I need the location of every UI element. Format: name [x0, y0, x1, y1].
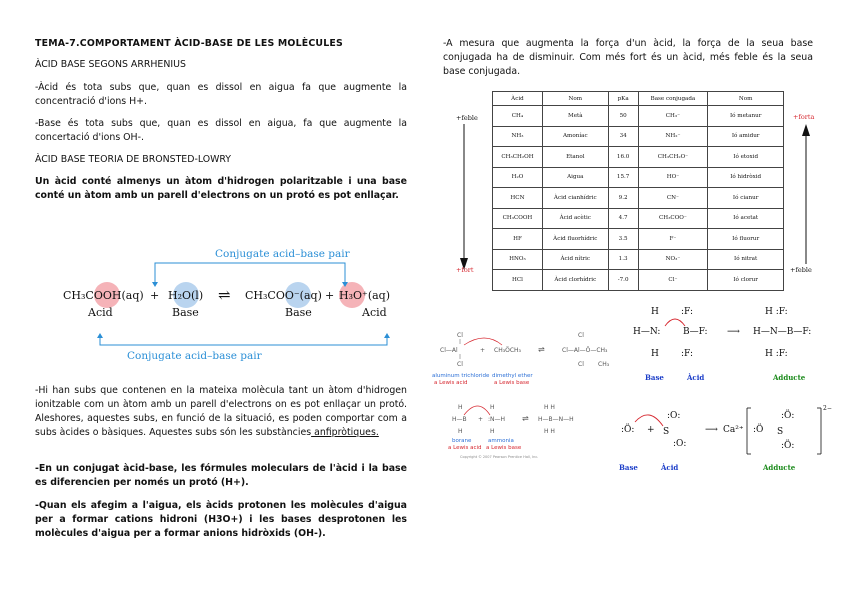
svg-text::O:: :O:: [673, 439, 687, 449]
ammonia-name: ammonia: [488, 438, 514, 444]
cell-base: CH₃CH₂O⁻: [638, 147, 708, 168]
so2-adduct-label: Adducte: [763, 463, 796, 472]
cell-pka: 34: [608, 126, 638, 147]
bf3-acid-label: Àcid: [687, 373, 705, 382]
amphiprotic-paragraph: [35, 384, 407, 440]
top-pair-label: Conjugate acid–base pair: [215, 248, 350, 260]
cell-name: Àcid clorhídric: [542, 270, 608, 291]
bottom-arrowhead-left: [97, 333, 103, 338]
table-row: [493, 249, 784, 270]
cell-name: Aigua: [542, 167, 608, 188]
cell-name: Metà: [542, 106, 608, 127]
svg-text:H: H: [490, 404, 495, 411]
conjugate-pair-diagram: [55, 240, 415, 365]
svg-text:⟶: ⟶: [727, 327, 740, 337]
cell-base-name: Ió fluorur: [708, 229, 784, 250]
svg-text:H: H: [651, 307, 659, 317]
cell-acid: HCN: [493, 188, 543, 209]
species-water: H₂O(l): [168, 289, 204, 302]
cell-base-name: Ió metanur: [708, 106, 784, 127]
svg-text:Cl: Cl: [457, 332, 463, 339]
right-bottom-label: +feble: [790, 266, 812, 274]
ether-name: dimethyl ether: [492, 373, 533, 379]
label-base-1: Base: [172, 306, 199, 319]
left-bottom-label: +fort: [456, 266, 474, 274]
svg-text:Cl: Cl: [578, 361, 584, 368]
svg-text:H—B: H—B: [452, 416, 467, 423]
table-row: [493, 208, 784, 229]
svg-text:H—B—N—H: H—B—N—H: [538, 416, 574, 423]
svg-text:2−: 2−: [823, 405, 832, 412]
cell-pka: 15.7: [608, 167, 638, 188]
svg-text:+: +: [647, 425, 655, 435]
table-row: [493, 126, 784, 147]
cell-name: Àcid nítric: [542, 249, 608, 270]
top-bracket: [155, 263, 345, 285]
table-row: [493, 147, 784, 168]
page-title: TEMA-7.COMPORTAMENT ÀCID-BASE DE LES MOLÈCULES: [35, 38, 343, 49]
svg-text::F:: :F:: [681, 349, 693, 359]
cell-acid: H₂O: [493, 167, 543, 188]
cell-base-name: Ió clorur: [708, 270, 784, 291]
svg-text::Ö: :Ö: [753, 425, 764, 435]
bottom-bracket: [100, 335, 387, 345]
strength-intro: -A mesura que augmenta la força d'un àcid, la força de la seua base conjugada ha de disminuir. Com més fort és un àcid, més feble és la seua base conjugada.: [443, 38, 813, 77]
borane-name: borane: [452, 438, 472, 444]
left-top-label: +feble: [456, 114, 478, 122]
cell-acid: HNO₃: [493, 249, 543, 270]
ammonia-role: a Lewis base: [486, 445, 522, 451]
ether-role: a Lewis base: [494, 380, 530, 386]
plus-sign-1: +: [150, 289, 160, 302]
lewis-examples-figure: [430, 325, 615, 465]
svg-text:H—N:: H—N:: [633, 327, 661, 337]
cell-acid: CH₃COOH: [493, 208, 543, 229]
water-reaction-paragraph: -Quan els afegim a l'aigua, els àcids protonen les molècules d'aigua per a formar cations hidroni (H3O+) i les bases desprotonen les molècules d'aigua per a formar anions hidròxids (OH-).: [35, 500, 407, 539]
cell-pka: 9.2: [608, 188, 638, 209]
svg-text:H: H: [651, 349, 659, 359]
figure-copyright: Copyright © 2007 Pearson Prentice Hall, Inc.: [460, 455, 539, 459]
cell-acid: HCl: [493, 270, 543, 291]
cell-pka: 50: [608, 106, 638, 127]
cell-acid: NH₃: [493, 126, 543, 147]
svg-text:H H: H H: [544, 428, 555, 435]
svg-text:H: H: [458, 404, 463, 411]
bottom-arrowhead-right: [384, 333, 390, 338]
conjugate-formula-paragraph: -En un conjugat àcid-base, les fórmules moleculars de l'àcid i la base es diferencien per només un protó (H+).: [35, 463, 407, 488]
cell-base-name: Ió hidròxid: [708, 167, 784, 188]
plus-sign-2: +: [325, 289, 335, 302]
label-base-2: Base: [285, 306, 312, 319]
table-row: [493, 188, 784, 209]
species-hydronium: H₃O⁺(aq): [339, 289, 391, 302]
cell-name: Etanol: [542, 147, 608, 168]
cell-base: CH₃⁻: [638, 106, 708, 127]
svg-text:+: +: [478, 416, 484, 423]
svg-text:B—F:: B—F:: [683, 327, 708, 337]
calcium-ion: Ca²⁺: [723, 425, 744, 435]
svg-text:H: H: [490, 428, 495, 435]
svg-text:S: S: [777, 427, 784, 437]
base-strength-arrow: [800, 124, 812, 269]
acid-strength-arrow: [458, 122, 470, 272]
cell-acid: CH₃CH₂OH: [493, 147, 543, 168]
amphiprotic-term: anfipròtiques.: [311, 427, 379, 438]
borane-role: a Lewis acid: [448, 445, 482, 451]
svg-text:⟶: ⟶: [705, 425, 718, 435]
svg-text:Cl: Cl: [578, 332, 584, 339]
svg-text::Ö:: :Ö:: [621, 425, 635, 435]
header-conjugate-base: Base conjugada: [638, 92, 708, 106]
borane-electron-arrow: [464, 406, 490, 415]
cell-pka: -7.0: [608, 270, 638, 291]
svg-text:S: S: [663, 427, 670, 437]
cell-acid: CH₄: [493, 106, 543, 127]
lewis-adduct-figure: [615, 298, 845, 478]
cell-base-name: Ió cianur: [708, 188, 784, 209]
species-acetic-acid: CH₃COOH(aq): [63, 289, 144, 302]
svg-text:Cl: Cl: [457, 361, 463, 368]
header-name: Nom: [542, 92, 608, 106]
cell-base-name: Ió amidur: [708, 126, 784, 147]
header-acid: Àcid: [493, 92, 543, 106]
label-acid-2: Acid: [362, 306, 387, 319]
alcl3-name: aluminum trichloride: [432, 373, 490, 379]
svg-text:H :F:: H :F:: [765, 307, 788, 317]
svg-text::O:: :O:: [667, 411, 681, 421]
cell-pka: 3.5: [608, 229, 638, 250]
table-row: [493, 270, 784, 291]
cell-base: Cl⁻: [638, 270, 708, 291]
species-acetate: CH₃COO⁻(aq): [245, 289, 322, 302]
svg-text::N—H: :N—H: [488, 416, 506, 423]
svg-text:H—N—B—F:: H—N—B—F:: [753, 327, 812, 337]
cell-base: CH₃COO⁻: [638, 208, 708, 229]
bf3-electron-arrow: [665, 319, 685, 326]
svg-text::Ö:: :Ö:: [781, 411, 795, 421]
cell-pka: 4.7: [608, 208, 638, 229]
cell-pka: 1.3: [608, 249, 638, 270]
cell-name: Àcid fluorhídric: [542, 229, 608, 250]
label-acid-1: Acid: [88, 306, 113, 319]
cell-base: HO⁻: [638, 167, 708, 188]
svg-text:+: +: [480, 347, 486, 354]
svg-text:Cl—Al: Cl—Al: [440, 347, 458, 354]
alcl3-role: a Lewis acid: [434, 380, 468, 386]
equilibrium-arrow: ⇌: [218, 286, 231, 304]
cell-base: NH₂⁻: [638, 126, 708, 147]
cell-name: Àcid acètic: [542, 208, 608, 229]
cell-name: Amoníac: [542, 126, 608, 147]
amphiprotic-text: -Hi han subs que contenen en la mateixa molècula tant un àtom d'hidrogen ionitzable com un àtom amb un parell d'electrons on es pot enllaçar un protó. Aleshores, aquestes subs, en funció de la situació, es poden comportar com a subs àcides o bàsiques. Aquestes subs són les substàncies: [35, 385, 407, 438]
so2-acid-label: Àcid: [661, 463, 679, 472]
table-row: [493, 106, 784, 127]
cell-pka: 16.0: [608, 147, 638, 168]
so2-base-label: Base: [619, 463, 638, 472]
top-arrowhead-left: [152, 282, 158, 287]
table-row: [493, 229, 784, 250]
acid-strength-table: [492, 91, 784, 291]
header-base-name: Nom: [708, 92, 784, 106]
svg-text::Ö:: :Ö:: [781, 441, 795, 451]
svg-text:H: H: [458, 428, 463, 435]
svg-text:H :F:: H :F:: [765, 349, 788, 359]
svg-text:CH₃: CH₃: [598, 361, 610, 368]
svg-text:H H: H H: [544, 404, 555, 411]
svg-text:CH₃ÖCH₃: CH₃ÖCH₃: [494, 347, 521, 354]
cell-base: NO₃⁻: [638, 249, 708, 270]
svg-text:Cl—Al—Ö—CH₃: Cl—Al—Ö—CH₃: [562, 347, 608, 354]
bf3-base-label: Base: [645, 373, 664, 382]
arrhenius-heading: ÀCID BASE SEGONS ARRHENIUS: [35, 59, 186, 70]
svg-text::F:: :F:: [681, 307, 693, 317]
bf3-adduct-label: Adducte: [773, 373, 806, 382]
svg-text:⇌: ⇌: [522, 414, 529, 423]
cell-name: Àcid cianhídric: [542, 188, 608, 209]
arrhenius-acid-definition: -Àcid és tota subs que, quan es dissol en aigua fa que augmente la concentració d'ions H+.: [35, 82, 407, 107]
bronsted-lowry-definition: Un àcid conté almenys un àtom d'hidrogen polaritzable i una base conté un àtom amb un parell d'electrons on un protó es pot enllaçar.: [35, 176, 407, 201]
right-top-label: +forta: [793, 113, 815, 121]
cell-base: F⁻: [638, 229, 708, 250]
header-pka: pKa: [608, 92, 638, 106]
bronsted-lowry-heading: ÀCID BASE TEORIA DE BRONSTED-LOWRY: [35, 154, 231, 165]
table-row: [493, 167, 784, 188]
alcl3-electron-arrow: [464, 338, 502, 345]
bottom-pair-label: Conjugate acid–base pair: [127, 350, 262, 362]
arrhenius-base-definition: -Base és tota subs que, quan es dissol en aigua, fa que augmente la concertació d'ions OH-.: [35, 118, 407, 143]
cell-base-name: Ió etoxid: [708, 147, 784, 168]
table-header-row: [493, 92, 784, 106]
cell-acid: HF: [493, 229, 543, 250]
cell-base: CN⁻: [638, 188, 708, 209]
cell-base-name: Ió acetat: [708, 208, 784, 229]
svg-text:⇌: ⇌: [538, 345, 545, 354]
cell-base-name: Ió nitrat: [708, 249, 784, 270]
